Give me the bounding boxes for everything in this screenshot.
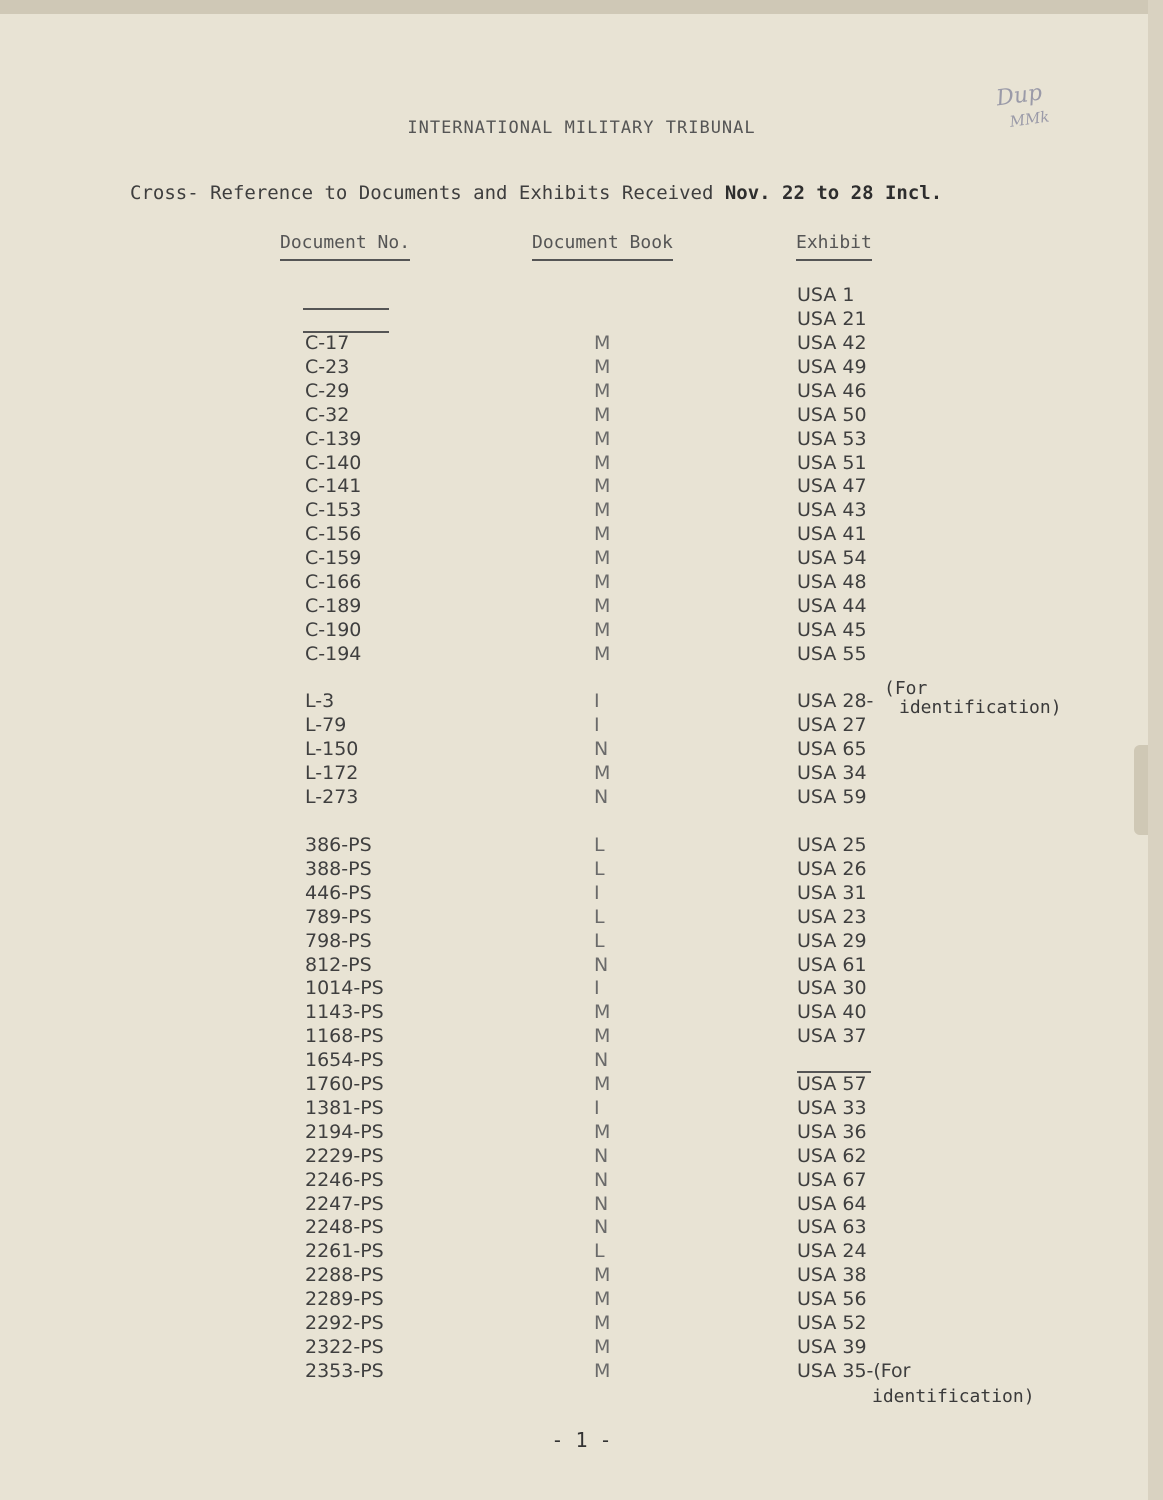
table-row bbox=[0, 1049, 1163, 1071]
table-row bbox=[0, 1336, 1163, 1358]
exhibit-number: USA 67 bbox=[797, 1168, 867, 1191]
table-row bbox=[0, 906, 1163, 928]
document-number: L-3 bbox=[305, 690, 335, 712]
exhibit-note: identification) bbox=[872, 1386, 1035, 1407]
document-number: 2288-PS bbox=[305, 1264, 384, 1287]
document-book: M bbox=[594, 403, 611, 426]
table-row bbox=[0, 882, 1163, 904]
document-number: 1143-PS bbox=[305, 1001, 384, 1024]
exhibit-number: USA 31 bbox=[797, 881, 867, 904]
table-row bbox=[0, 954, 1163, 976]
document-book: N bbox=[594, 1216, 609, 1239]
table-row bbox=[0, 428, 1163, 450]
document-subtitle bbox=[130, 182, 942, 204]
exhibit-number: USA 23 bbox=[797, 905, 867, 928]
table-row bbox=[0, 1312, 1163, 1334]
document-book: M bbox=[594, 547, 611, 570]
exhibit-number: USA 41 bbox=[797, 523, 867, 546]
table-row bbox=[0, 1240, 1163, 1262]
document-book: M bbox=[594, 618, 611, 641]
table-row bbox=[0, 595, 1163, 617]
table-row bbox=[0, 284, 1163, 306]
document-book: I bbox=[594, 690, 600, 712]
document-number: C-189 bbox=[305, 594, 362, 617]
exhibit-number: USA 40 bbox=[797, 1001, 867, 1024]
document-book: M bbox=[594, 499, 611, 522]
table-row bbox=[0, 571, 1163, 593]
document-number: 1381-PS bbox=[305, 1096, 384, 1119]
document-number: 2246-PS bbox=[305, 1168, 384, 1191]
exhibit-number: USA 24 bbox=[797, 1240, 867, 1263]
document-number: 388-PS bbox=[305, 857, 372, 880]
exhibit-number: USA 63 bbox=[797, 1216, 867, 1239]
document-book: M bbox=[594, 761, 611, 784]
document-book: M bbox=[594, 1288, 611, 1311]
document-number: C-32 bbox=[305, 403, 350, 426]
document-number: 1014-PS bbox=[305, 977, 384, 1000]
page-number: - 1 - bbox=[551, 1428, 612, 1452]
exhibit-number: USA 33 bbox=[797, 1096, 867, 1119]
document-book: M bbox=[594, 1264, 611, 1287]
exhibit-number: USA 42 bbox=[797, 332, 867, 354]
exhibit-number: USA 54 bbox=[797, 547, 867, 570]
document-number: L-150 bbox=[305, 737, 359, 760]
document-title: INTERNATIONAL MILITARY TRIBUNAL bbox=[407, 118, 756, 138]
document-number: C-156 bbox=[305, 523, 362, 546]
document-book: M bbox=[594, 642, 611, 665]
document-number: C-159 bbox=[305, 547, 362, 570]
table-row bbox=[0, 1073, 1163, 1095]
table-row bbox=[0, 1216, 1163, 1238]
exhibit-number: USA 21 bbox=[797, 307, 867, 330]
document-book: L bbox=[594, 929, 605, 952]
header-exhibit: Exhibit bbox=[796, 232, 872, 261]
table-row bbox=[0, 977, 1163, 999]
document-book: M bbox=[594, 1025, 611, 1048]
document-book: N bbox=[594, 737, 609, 760]
exhibit-number: USA 57 bbox=[797, 1073, 867, 1095]
exhibit-number: USA 45 bbox=[797, 618, 867, 641]
exhibit-note: (For bbox=[884, 678, 928, 699]
exhibit-number: USA 38 bbox=[797, 1264, 867, 1287]
document-number: 2229-PS bbox=[305, 1144, 384, 1167]
table-row bbox=[0, 1360, 1163, 1382]
document-book: M bbox=[594, 475, 611, 498]
document-book: M bbox=[594, 332, 611, 354]
document-number: L-79 bbox=[305, 713, 347, 736]
table-row bbox=[0, 762, 1163, 784]
exhibit-number: USA 34 bbox=[797, 761, 867, 784]
document-number: 812-PS bbox=[305, 953, 372, 976]
exhibit-number: USA 46 bbox=[797, 379, 867, 402]
exhibit-number: USA 35-(For bbox=[797, 1359, 911, 1382]
table-row bbox=[0, 1288, 1163, 1310]
exhibit-number: USA 47 bbox=[797, 475, 867, 498]
document-book: M bbox=[594, 1073, 611, 1095]
document-book: I bbox=[594, 881, 600, 904]
exhibit-number: USA 37 bbox=[797, 1025, 867, 1048]
document-number: C-194 bbox=[305, 642, 362, 665]
exhibit-number: USA 48 bbox=[797, 571, 867, 593]
exhibit-number: USA 43 bbox=[797, 499, 867, 522]
document-book: I bbox=[594, 977, 600, 1000]
exhibit-number: USA 64 bbox=[797, 1192, 867, 1215]
document-book: M bbox=[594, 571, 611, 593]
table-row bbox=[0, 834, 1163, 856]
document-book: N bbox=[594, 953, 609, 976]
document-book: N bbox=[594, 785, 609, 808]
document-number: C-23 bbox=[305, 355, 350, 378]
document-book: N bbox=[594, 1192, 609, 1215]
exhibit-number: USA 52 bbox=[797, 1312, 867, 1334]
document-number: 2247-PS bbox=[305, 1192, 384, 1215]
document-number: 2248-PS bbox=[305, 1216, 384, 1239]
table-row bbox=[0, 547, 1163, 569]
table-row bbox=[0, 452, 1163, 474]
exhibit-number: USA 53 bbox=[797, 427, 867, 450]
exhibit-number: USA 1 bbox=[797, 284, 855, 306]
document-number: 386-PS bbox=[305, 834, 372, 856]
table-row bbox=[0, 332, 1163, 354]
table-row bbox=[0, 356, 1163, 378]
document-book: N bbox=[594, 1144, 609, 1167]
table-row bbox=[0, 1264, 1163, 1286]
document-book: M bbox=[594, 1359, 611, 1382]
handwritten-line-2: MMk bbox=[1008, 107, 1051, 131]
exhibit-number: USA 65 bbox=[797, 737, 867, 760]
subtitle-prefix: Cross- Reference to Documents and Exhibits Received bbox=[130, 182, 714, 204]
document-book: M bbox=[594, 1120, 611, 1143]
document-book: I bbox=[594, 713, 600, 736]
exhibit-number: USA 62 bbox=[797, 1144, 867, 1167]
document-book: N bbox=[594, 1168, 609, 1191]
table-row bbox=[0, 786, 1163, 808]
table-row bbox=[0, 308, 1163, 330]
document-book: M bbox=[594, 523, 611, 546]
table-row bbox=[0, 1001, 1163, 1023]
document-number: C-140 bbox=[305, 451, 362, 474]
document-number: 2261-PS bbox=[305, 1240, 384, 1263]
exhibit-number: USA 56 bbox=[797, 1288, 867, 1311]
exhibit-number: USA 55 bbox=[797, 642, 867, 665]
table-row bbox=[0, 475, 1163, 497]
document-book: L bbox=[594, 857, 605, 880]
document-book: M bbox=[594, 427, 611, 450]
exhibit-number: USA 59 bbox=[797, 785, 867, 808]
document-book: M bbox=[594, 594, 611, 617]
exhibit-number: USA 44 bbox=[797, 594, 867, 617]
table-row bbox=[0, 404, 1163, 426]
document-number: C-29 bbox=[305, 379, 350, 402]
table-row bbox=[0, 858, 1163, 880]
document-book: M bbox=[594, 355, 611, 378]
table-row bbox=[0, 1025, 1163, 1047]
document-number: 2292-PS bbox=[305, 1312, 384, 1334]
table-row bbox=[0, 1169, 1163, 1191]
exhibit-number: USA 61 bbox=[797, 953, 867, 976]
document-number: 789-PS bbox=[305, 905, 372, 928]
exhibit-number: USA 28- bbox=[797, 690, 874, 712]
table-row bbox=[0, 930, 1163, 952]
document-book: M bbox=[594, 451, 611, 474]
document-number: 1654-PS bbox=[305, 1049, 384, 1072]
document-number: 2194-PS bbox=[305, 1120, 384, 1143]
document-book: L bbox=[594, 905, 605, 928]
header-document-no: Document No. bbox=[280, 232, 410, 261]
table-row bbox=[0, 738, 1163, 760]
document-book: M bbox=[594, 1001, 611, 1024]
document-number: C-153 bbox=[305, 499, 362, 522]
table-row bbox=[0, 1121, 1163, 1143]
document-number: C-17 bbox=[305, 332, 350, 354]
document-number: L-172 bbox=[305, 761, 359, 784]
exhibit-number: USA 27 bbox=[797, 713, 867, 736]
document-book: M bbox=[594, 379, 611, 402]
table-row bbox=[0, 1193, 1163, 1215]
document-number: 2322-PS bbox=[305, 1335, 384, 1358]
document-book: I bbox=[594, 1096, 600, 1119]
document-number: 2289-PS bbox=[305, 1288, 384, 1311]
document-book: N bbox=[594, 1049, 609, 1072]
exhibit-number: USA 49 bbox=[797, 355, 867, 378]
document-number: 2353-PS bbox=[305, 1359, 384, 1382]
document-book: L bbox=[594, 1240, 605, 1263]
exhibit-number: USA 26 bbox=[797, 857, 867, 880]
exhibit-number: USA 39 bbox=[797, 1335, 867, 1358]
exhibit-note: identification) bbox=[899, 697, 1062, 718]
exhibit-number: USA 50 bbox=[797, 403, 867, 426]
handwritten-line-1: Dup bbox=[994, 80, 1044, 112]
exhibit-number: USA 36 bbox=[797, 1120, 867, 1143]
document-number: 1760-PS bbox=[305, 1073, 384, 1095]
document-book: M bbox=[594, 1335, 611, 1358]
exhibit-number: USA 25 bbox=[797, 834, 867, 856]
table-row bbox=[0, 380, 1163, 402]
table-row bbox=[0, 1145, 1163, 1167]
table-row bbox=[0, 643, 1163, 665]
document-book: L bbox=[594, 834, 605, 856]
exhibit-number: USA 51 bbox=[797, 451, 867, 474]
document-number: L-273 bbox=[305, 785, 359, 808]
document-number: 798-PS bbox=[305, 929, 372, 952]
document-number: C-141 bbox=[305, 475, 362, 498]
table-row bbox=[0, 619, 1163, 641]
exhibit-number: USA 29 bbox=[797, 929, 867, 952]
table-row bbox=[0, 499, 1163, 521]
document-number: C-190 bbox=[305, 618, 362, 641]
document-number: C-139 bbox=[305, 427, 362, 450]
subtitle-dates: Nov. 22 to 28 Incl. bbox=[724, 182, 943, 204]
document-number: 446-PS bbox=[305, 881, 372, 904]
document-book: M bbox=[594, 1312, 611, 1334]
document-number: 1168-PS bbox=[305, 1025, 384, 1048]
exhibit-number: USA 30 bbox=[797, 977, 867, 1000]
document-number: C-166 bbox=[305, 571, 362, 593]
table-row bbox=[0, 1097, 1163, 1119]
table-row bbox=[0, 523, 1163, 545]
header-document-book: Document Book bbox=[532, 232, 673, 261]
